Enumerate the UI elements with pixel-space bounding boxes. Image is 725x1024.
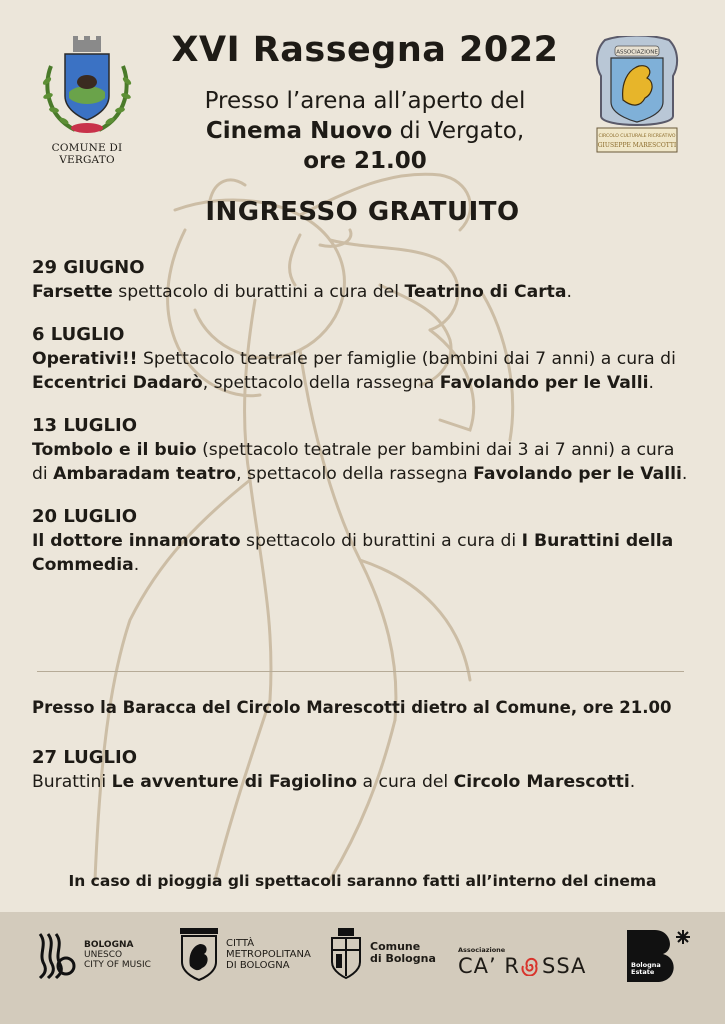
circolo-marescotti-crest bbox=[593, 36, 681, 154]
event-item bbox=[32, 256, 692, 304]
comune-line: di Bologna bbox=[370, 952, 436, 965]
event-date: 6 LUGLIO bbox=[32, 324, 125, 345]
event-text: . bbox=[133, 555, 140, 575]
ca-rossa-logo bbox=[458, 946, 586, 978]
bologna-unesco-logo bbox=[34, 930, 151, 980]
comune-vergato-crest bbox=[28, 36, 146, 166]
subtitle bbox=[150, 86, 580, 176]
svg-text:GIUSEPPE MARESCOTTI: GIUSEPPE MARESCOTTI bbox=[597, 142, 677, 149]
unesco-line: BOLOGNA bbox=[84, 940, 134, 950]
event-text: Burattini bbox=[32, 772, 112, 792]
unesco-line: CITY OF MUSIC bbox=[84, 960, 151, 970]
estate-line: Estate bbox=[631, 968, 655, 976]
ca-rossa-small: Associazione bbox=[458, 946, 506, 954]
event-description bbox=[32, 347, 692, 395]
event-text: Spettacolo teatrale per famiglie (bambini dai 7 anni) a cura di bbox=[137, 349, 676, 369]
event-highlight: Favolando per le Valli bbox=[473, 464, 682, 484]
rain-note: In caso di pioggia gli spettacoli saranno fatti all’interno del cinema bbox=[68, 872, 657, 890]
event-item bbox=[32, 414, 692, 486]
event-highlight: Teatrino di Carta bbox=[404, 282, 567, 302]
event-highlight: I Burattini della Commedia bbox=[32, 531, 674, 575]
event-text: . bbox=[681, 464, 688, 484]
header bbox=[150, 28, 580, 176]
admission-free: INGRESSO GRATUITO bbox=[205, 197, 520, 227]
event-text: , spettacolo della rassegna bbox=[202, 373, 440, 393]
metro-line: CITTÀ bbox=[226, 937, 255, 949]
divider bbox=[37, 671, 684, 672]
event-highlight: Le avventure di Fagiolino bbox=[111, 772, 358, 792]
event-description bbox=[32, 438, 692, 486]
event-text: (spettacolo teatrale per bambini dai 3 ai 7 anni) a cura di bbox=[32, 440, 675, 484]
second-venue: Presso la Baracca del Circolo Marescotti dietro al Comune, ore 21.00 bbox=[32, 698, 672, 717]
event-highlight: Ambaradam teatro bbox=[53, 464, 237, 484]
crest-caption: COMUNE DI VERGATO bbox=[51, 142, 123, 166]
second-event bbox=[32, 746, 692, 813]
citta-metropolitana-logo bbox=[178, 926, 311, 982]
event-item bbox=[32, 505, 692, 577]
ca-rossa-part2: SSA bbox=[541, 954, 587, 978]
event-date: 29 GIUGNO bbox=[32, 257, 145, 278]
event-highlight: Eccentrici Dadarò bbox=[32, 373, 203, 393]
svg-text:CIRCOLO CULTURALE RICREATIVO: CIRCOLO CULTURALE RICREATIVO bbox=[598, 134, 676, 139]
event-item bbox=[32, 323, 692, 395]
subtitle-line3: ore 21.00 bbox=[303, 148, 427, 174]
event-description bbox=[32, 529, 692, 577]
city-of-music-icon bbox=[34, 930, 78, 980]
location-rest: di Vergato, bbox=[392, 118, 525, 144]
event-date: 13 LUGLIO bbox=[32, 415, 138, 436]
comune-line: Comune bbox=[370, 940, 421, 953]
sponsor-footer bbox=[0, 912, 725, 1024]
event-list bbox=[32, 256, 692, 596]
event-date: 27 LUGLIO bbox=[32, 747, 138, 768]
event-highlight: Favolando per le Valli bbox=[439, 373, 649, 393]
subtitle-line1: Presso l’arena all’aperto del bbox=[204, 88, 526, 114]
event-highlight: Circolo Marescotti bbox=[453, 772, 630, 792]
lion-shield-icon bbox=[178, 926, 220, 982]
svg-text:ASSOCIAZIONE: ASSOCIAZIONE bbox=[616, 49, 658, 56]
event-text: . bbox=[648, 373, 654, 393]
event-text: . bbox=[629, 772, 636, 792]
bologna-estate-logo bbox=[627, 928, 691, 984]
subtitle-line2 bbox=[150, 116, 580, 146]
event-highlight: Tombolo e il buio bbox=[32, 440, 197, 460]
metro-line: METROPOLITANA bbox=[226, 948, 311, 960]
event-text: , spettacolo della rassegna bbox=[236, 464, 474, 484]
spiral-icon bbox=[521, 956, 541, 976]
event-text: a cura del bbox=[357, 772, 454, 792]
event-text: spettacolo di burattini a cura del bbox=[112, 282, 405, 302]
bologna-crest-icon bbox=[328, 926, 364, 980]
ca-rossa-part1: CA’ R bbox=[458, 954, 520, 978]
crest-icon bbox=[37, 36, 137, 140]
event-highlight: Farsette bbox=[32, 282, 113, 302]
event-text: . bbox=[566, 282, 572, 302]
page-title: XVI Rassegna 2022 bbox=[171, 30, 559, 70]
event-description bbox=[32, 280, 692, 304]
metro-line: DI BOLOGNA bbox=[226, 959, 290, 971]
cinema-name: Cinema Nuovo bbox=[205, 118, 393, 144]
event-text: spettacolo di burattini a cura di bbox=[240, 531, 522, 551]
unesco-line: UNESCO bbox=[84, 950, 123, 960]
event-description bbox=[32, 770, 692, 794]
estate-line: Bologna bbox=[631, 961, 661, 969]
event-highlight: Il dottore innamorato bbox=[32, 531, 241, 551]
comune-bologna-logo bbox=[328, 926, 436, 980]
event-date: 20 LUGLIO bbox=[32, 506, 138, 527]
event-highlight: Operativi!! bbox=[32, 349, 138, 369]
